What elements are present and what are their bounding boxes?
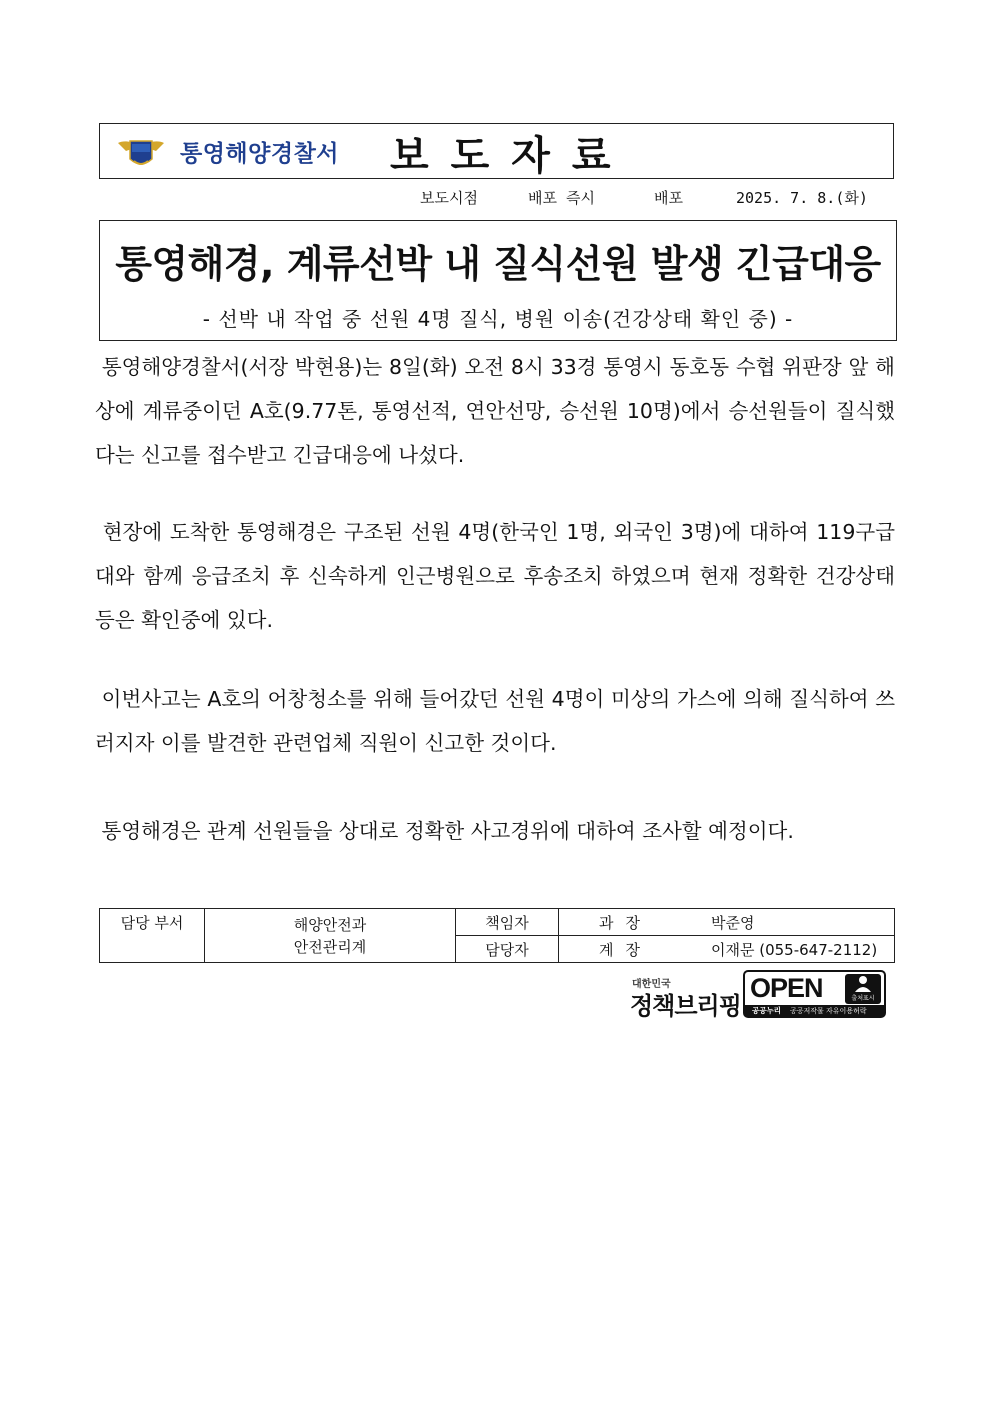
person-position: 과장 [599, 914, 652, 932]
kogl-bar-description: 공공저작물 자유이용허락 [790, 1007, 867, 1015]
kogl-open-text: OPEN [750, 973, 823, 1003]
body-paragraph: 통영해경은 관계 선원들을 상대로 정확한 사고경위에 대하여 조사할 예정이다. [95, 819, 794, 843]
briefing-logo-caption: 대한민국 [632, 979, 671, 990]
attribution-label: 출처표시 [851, 995, 875, 1002]
body-paragraph: 통영해양경찰서(서장 박현용)는 8일(화) 오전 8시 33경 통영시 동호동 수협 위판장 앞 해상에 계류중이던 A호(9.77톤, 통영선적, 연안선망, 승선원 10명)에서 승선원들이 질식했다는 신고를 접수받고 긴급대응에 나섰다. [95, 355, 895, 467]
headline-subtitle: - 선박 내 작업 중 선원 4명 질식, 병원 이송(건강상태 확인 중) - [202, 307, 794, 331]
release-timing-label: 보도시점 [420, 189, 478, 207]
release-timing-value: 배포 즉시 [528, 189, 595, 207]
distribution-label: 배포 [654, 189, 683, 207]
dept-label: 담당 부서 [100, 909, 205, 963]
organization-name: 통영해양경찰서 [180, 141, 340, 167]
role-cell: 책임자 [456, 909, 559, 936]
person-name: 이재문 (055-647-2112) [711, 941, 878, 959]
person-icon [845, 974, 881, 994]
release-date: 2025. 7. 8.(화) [736, 189, 868, 207]
coast-guard-emblem-icon [116, 131, 166, 173]
headline-title: 통영해경, 계류선박 내 질식선원 발생 긴급대응 [115, 242, 881, 286]
body-paragraph: 현장에 도착한 통영해경은 구조된 선원 4명(한국인 1명, 외국인 3명)에 대하여 119구급대와 함께 응급조치 후 신속하게 인근병원으로 후송조치 하였으며 현재 정확한 건강상태 등은 확인중에 있다. [95, 520, 895, 632]
body-paragraph: 이번사고는 A호의 어창청소를 위해 들어갔던 선원 4명이 미상의 가스에 의해 질식하여 쓰러지자 이를 발견한 관련업체 직원이 신고한 것이다. [95, 687, 895, 755]
role-cell: 담당자 [456, 936, 559, 963]
person-position: 계장 [599, 941, 652, 959]
kogl-bar-label: 공공누리 [752, 1006, 781, 1015]
dept-name: 해양안전과 [293, 915, 367, 934]
team-name: 안전관리계 [293, 937, 367, 956]
person-cell [559, 936, 895, 963]
dept-name-cell [205, 909, 456, 963]
briefing-logo: 정책브리핑 [630, 992, 741, 1020]
person-cell [559, 909, 895, 936]
contact-table [99, 908, 895, 963]
document-type-title: 보도자료 [390, 133, 633, 179]
person-name: 박준영 [711, 914, 755, 932]
